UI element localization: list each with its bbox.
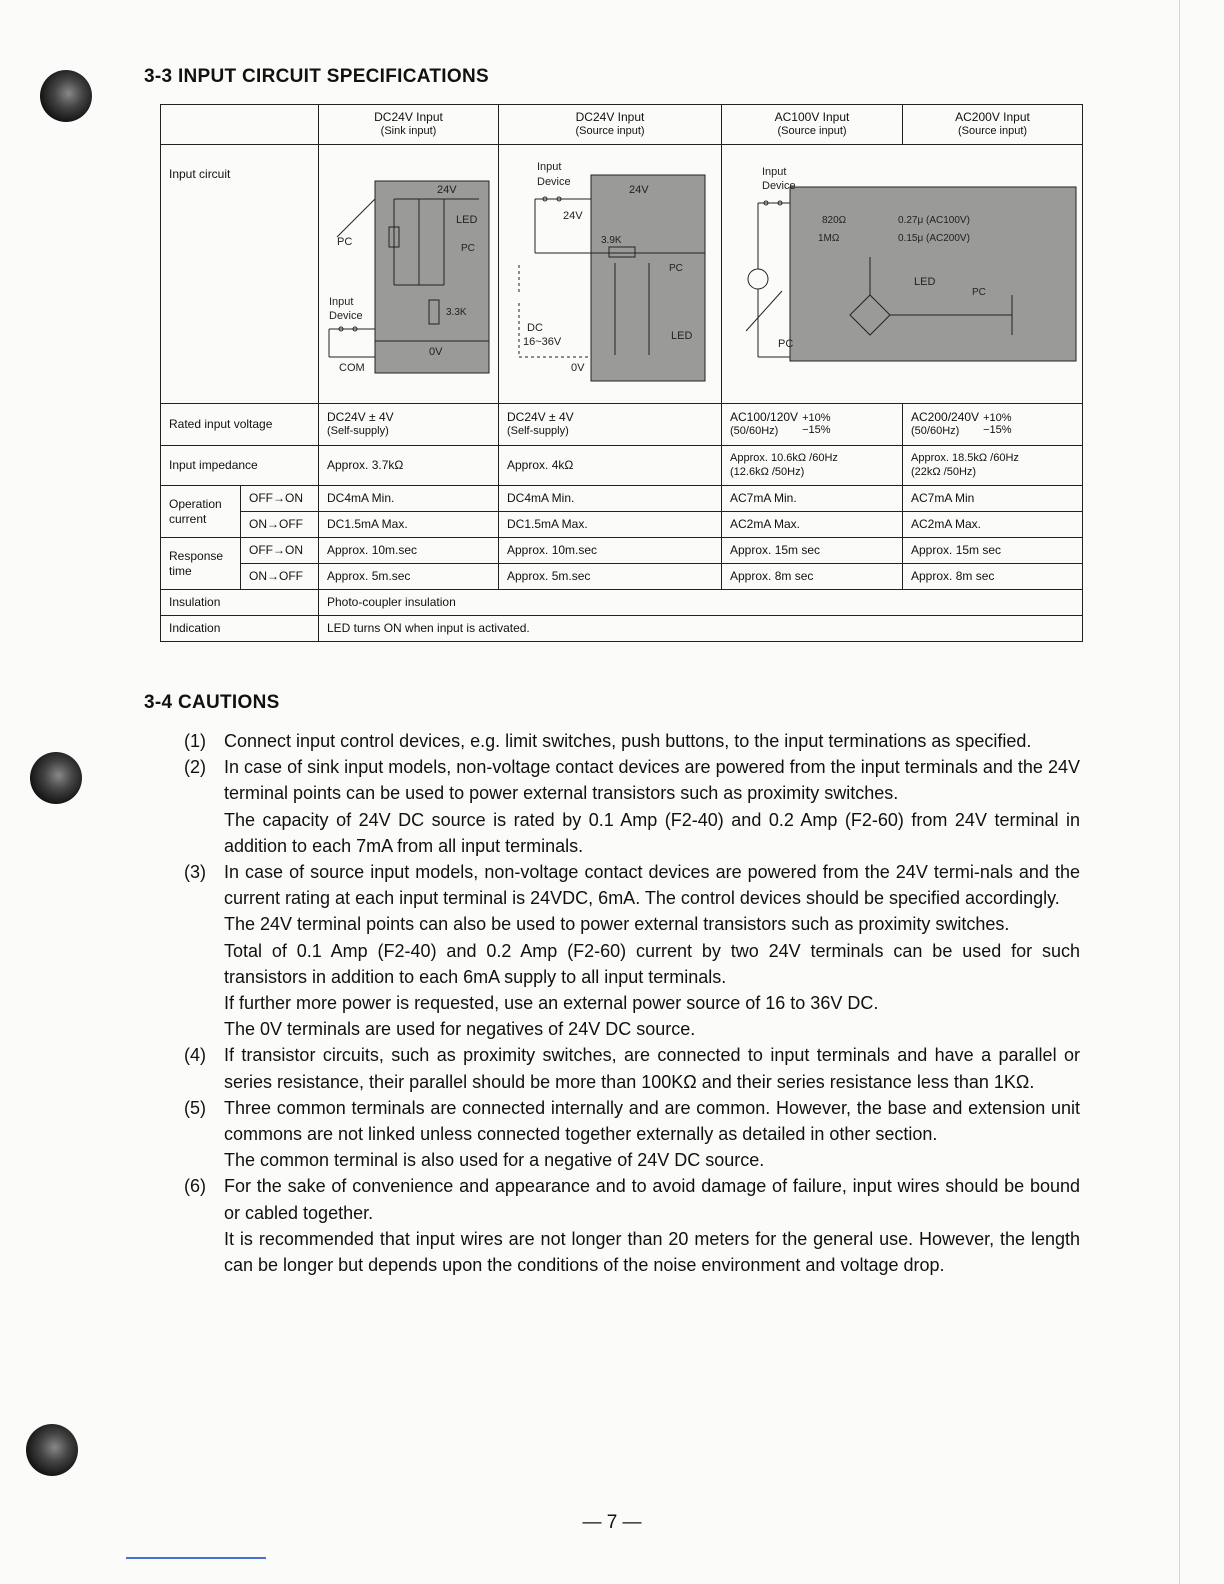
- svg-text:Input: Input: [537, 161, 562, 173]
- svg-text:Device: Device: [537, 176, 571, 188]
- binder-hole-middle: [30, 752, 82, 804]
- impedance-ac200: Approx. 18.5kΩ /60Hz (22kΩ /50Hz): [903, 446, 1083, 486]
- svg-text:16~36V: 16~36V: [523, 336, 562, 348]
- svg-text:PC: PC: [778, 338, 794, 350]
- svg-text:3.9K: 3.9K: [601, 235, 622, 246]
- table-row-indication: [161, 616, 1083, 642]
- svg-text:LED: LED: [914, 276, 936, 288]
- input-spec-table: [160, 104, 1083, 642]
- header-blank-cell: [161, 105, 319, 145]
- bottom-edge-line: [126, 1557, 266, 1559]
- svg-text:0.15μ (AC200V): 0.15μ (AC200V): [898, 233, 970, 244]
- svg-text:COM: COM: [339, 362, 365, 374]
- op-current-off-on-sink: DC4mA Min.: [319, 486, 499, 512]
- caution-item-4: (4) If transistor circuits, such as proximity switches, are connected to input terminals and have a parallel or series resistance, their parallel should be more than 100KΩ and their series resistance less than 1KΩ.: [184, 1045, 1080, 1092]
- caution-item-2: (2) In case of sink input models, non-voltage contact devices are powered from the input terminals and the 24V terminal points can be used to power external transistors such as proximity switches. The capacity of 24V DC source is rated by 0.1 Amp (F2-40) and 0.2 Amp (F2-60) from 24V terminal in addition to each 7mA from all input terminals.: [184, 757, 1080, 856]
- header-ac100: AC100V Input (Source input): [722, 105, 903, 145]
- rated-sink: DC24V ± 4V (Self-supply): [319, 404, 499, 446]
- table-row-op-current-on-off: [161, 512, 1083, 538]
- ac-input-circuit-diagram: [722, 145, 1083, 403]
- sink-input-circuit-diagram: [319, 145, 499, 403]
- row-label-insulation: Insulation: [161, 590, 319, 616]
- svg-text:Input: Input: [329, 296, 354, 308]
- table-row-rated-voltage: [161, 404, 1083, 446]
- op-current-on-off-ac200: AC2mA Max.: [903, 512, 1083, 538]
- diagram-cell-source: [499, 145, 722, 404]
- svg-text:LED: LED: [456, 214, 478, 226]
- response-off-on-ac100: Approx. 15m sec: [722, 538, 903, 564]
- table-row-insulation: [161, 590, 1083, 616]
- op-current-on-off-ac100: AC2mA Max.: [722, 512, 903, 538]
- svg-text:24V: 24V: [437, 184, 457, 196]
- diagram-cell-ac: [722, 145, 1083, 404]
- svg-text:820Ω: 820Ω: [822, 215, 847, 226]
- op-current-off-on-ac200: AC7mA Min: [903, 486, 1083, 512]
- svg-text:24V: 24V: [629, 184, 649, 196]
- caution-item-3: (3) In case of source input models, non-voltage contact devices are powered from the 24V termi-nals and the current rating at each input terminal is 24VDC, 6mA. The control devices should be specified accordingly. The 24V terminal points can also be used to power external transistors such as proximity switches. Total of 0.1 Amp (F2-40) and 0.2 Amp (F2-60) current by two 24V terminals can be used for such transistors in addition to each 6mA supply to all input terminals. If further more power is requested, use an external power source of 16 to 36V DC. The 0V terminals are used for negatives of 24V DC source.: [184, 862, 1080, 1040]
- op-current-on-off-label: ON→OFF: [241, 512, 319, 538]
- impedance-source: Approx. 4kΩ: [499, 446, 722, 486]
- table-row-impedance: [161, 446, 1083, 486]
- svg-text:PC: PC: [669, 263, 683, 274]
- svg-text:0V: 0V: [571, 362, 585, 374]
- table-row-input-circuit: [161, 145, 1083, 404]
- response-off-on-sink: Approx. 10m.sec: [319, 538, 499, 564]
- rated-source: DC24V ± 4V (Self-supply): [499, 404, 722, 446]
- svg-text:PC: PC: [337, 236, 353, 248]
- table-row-op-current-off-on: [161, 486, 1083, 512]
- svg-text:DC: DC: [527, 322, 543, 334]
- caution-item-5: (5) Three common terminals are connected internally and are common. However, the base and extension unit commons are not linked unless connected together externally as detailed in other section. The common terminal is also used for a negative of 24V DC source.: [184, 1097, 1080, 1171]
- header-sink: DC24V Input (Sink input): [319, 105, 499, 145]
- response-on-off-source: Approx. 5m.sec: [499, 564, 722, 590]
- caution-item-6: (6) For the sake of convenience and appearance and to avoid damage of failure, input wires should be bound or cabled together. It is recommended that input wires are not longer than 20 meters for the general use. However, the length can be longer but depends upon the conditions of the noise environment and voltage drop.: [184, 1176, 1080, 1276]
- svg-text:Device: Device: [762, 180, 796, 192]
- op-current-off-on-label: OFF→ON: [241, 486, 319, 512]
- row-label-impedance: Input impedance: [161, 446, 319, 486]
- op-current-off-on-ac100: AC7mA Min.: [722, 486, 903, 512]
- insulation-value: Photo-coupler insulation: [319, 590, 1083, 616]
- indication-value: LED turns ON when input is activated.: [319, 616, 1083, 642]
- impedance-sink: Approx. 3.7kΩ: [319, 446, 499, 486]
- table-header-row: [161, 105, 1083, 145]
- binder-hole-top: [40, 70, 92, 122]
- table-row-response-off-on: [161, 538, 1083, 564]
- svg-text:PC: PC: [461, 243, 475, 254]
- op-current-on-off-sink: DC1.5mA Max.: [319, 512, 499, 538]
- row-label-input-circuit: Input circuit: [161, 145, 319, 404]
- row-label-rated-voltage: Rated input voltage: [161, 404, 319, 446]
- impedance-ac100: Approx. 10.6kΩ /60Hz (12.6kΩ /50Hz): [722, 446, 903, 486]
- svg-text:PC: PC: [972, 287, 986, 298]
- svg-text:1MΩ: 1MΩ: [818, 233, 840, 244]
- svg-text:0V: 0V: [429, 346, 443, 358]
- response-on-off-ac200: Approx. 8m sec: [903, 564, 1083, 590]
- header-ac200: AC200V Input (Source input): [903, 105, 1083, 145]
- rated-ac100: AC100/120V (50/60Hz) +10% −15%: [722, 404, 903, 446]
- diagram-cell-sink: [319, 145, 499, 404]
- row-label-operation-current: Operation current: [161, 486, 241, 538]
- svg-text:Input: Input: [762, 166, 787, 178]
- op-current-on-off-source: DC1.5mA Max.: [499, 512, 722, 538]
- svg-text:Device: Device: [329, 310, 363, 322]
- cautions-list: [184, 728, 1080, 1278]
- response-on-off-sink: Approx. 5m.sec: [319, 564, 499, 590]
- rated-ac200: AC200/240V (50/60Hz) +10% −15%: [903, 404, 1083, 446]
- row-label-indication: Indication: [161, 616, 319, 642]
- op-current-off-on-source: DC4mA Min.: [499, 486, 722, 512]
- binder-hole-bottom: [26, 1424, 78, 1476]
- svg-text:0.27μ (AC100V): 0.27μ (AC100V): [898, 215, 970, 226]
- header-source: DC24V Input (Source input): [499, 105, 722, 145]
- source-input-circuit-diagram: [499, 145, 722, 403]
- response-on-off-label: ON→OFF: [241, 564, 319, 590]
- response-off-on-label: OFF→ON: [241, 538, 319, 564]
- page-edge-line: [1179, 0, 1180, 1584]
- section-title-cautions: 3-4 CAUTIONS: [144, 692, 280, 713]
- svg-text:3.3K: 3.3K: [446, 307, 467, 318]
- response-off-on-source: Approx. 10m.sec: [499, 538, 722, 564]
- svg-text:24V: 24V: [563, 210, 583, 222]
- response-off-on-ac200: Approx. 15m sec: [903, 538, 1083, 564]
- table-row-response-on-off: [161, 564, 1083, 590]
- row-label-response-time: Response time: [161, 538, 241, 590]
- section-title-input-specs: 3-3 INPUT CIRCUIT SPECIFICATIONS: [144, 66, 489, 87]
- svg-text:LED: LED: [671, 330, 693, 342]
- response-on-off-ac100: Approx. 8m sec: [722, 564, 903, 590]
- page-number: — 7 —: [582, 1512, 642, 1533]
- caution-item-1: (1) Connect input control devices, e.g. limit switches, push buttons, to the input terminations as specified.: [184, 731, 1032, 751]
